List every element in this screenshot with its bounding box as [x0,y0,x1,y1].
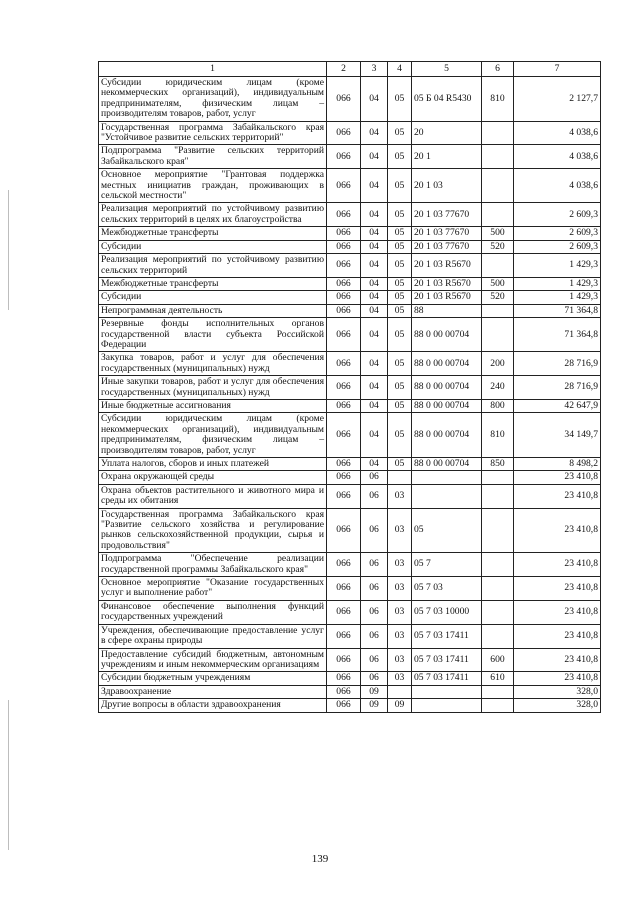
subsection-code-cell: 05 [388,240,412,253]
amount-cell: 23 410,8 [514,600,601,624]
amount-cell: 23 410,8 [514,471,601,484]
ministry-code-cell: 066 [327,304,361,317]
column-header: 2 [327,62,361,77]
table-row [99,318,601,352]
ministry-code-cell: 066 [327,240,361,253]
subsection-code-cell: 05 [388,77,412,122]
ministry-code-cell: 066 [327,484,361,508]
expense-type-cell [482,471,514,484]
table-row [99,600,601,624]
expense-type-cell [482,254,514,278]
ministry-code-cell: 066 [327,77,361,122]
target-article-cell: 20 1 03 77670 [412,240,482,253]
target-article-cell: 20 1 03 77670 [412,203,482,227]
expense-type-cell [482,577,514,601]
subsection-code-cell: 05 [388,145,412,169]
column-header: 1 [99,62,327,77]
row-name-cell: Учреждения, обеспечивающие предоставление услуг в сфере охраны природы [99,624,327,648]
expense-type-cell [482,121,514,145]
column-header: 7 [514,62,601,77]
section-code-cell: 06 [361,484,388,508]
table-row [99,145,601,169]
amount-cell: 1 429,3 [514,277,601,290]
expense-type-cell [482,145,514,169]
table-row [99,227,601,240]
expense-type-cell: 500 [482,277,514,290]
row-name-cell: Государственная программа Забайкальского края "Развитие сельского хозяйства и регулирование рынков сельскохозяйственной продукции, сырья и продовольствия" [99,508,327,553]
table-row [99,277,601,290]
ministry-code-cell: 066 [327,508,361,553]
amount-cell: 2 127,7 [514,77,601,122]
expense-type-cell [482,484,514,508]
table-row [99,203,601,227]
expense-type-cell: 600 [482,648,514,672]
table-row [99,291,601,304]
section-code-cell: 06 [361,600,388,624]
budget-table [98,61,601,713]
amount-cell: 2 609,3 [514,240,601,253]
section-code-cell: 04 [361,291,388,304]
ministry-code-cell: 066 [327,648,361,672]
amount-cell: 34 149,7 [514,413,601,458]
amount-cell: 8 498,2 [514,458,601,471]
table-row [99,699,601,712]
expense-type-cell [482,600,514,624]
section-code-cell: 04 [361,145,388,169]
amount-cell: 4 038,6 [514,121,601,145]
table-row [99,553,601,577]
row-name-cell: Субсидии юридическим лицам (кроме некоммерческих организаций), индивидуальным предпринимателям, физическим лицам – производителям товаров, работ, услуг [99,77,327,122]
expense-type-cell [482,553,514,577]
subsection-code-cell: 09 [388,699,412,712]
target-article-cell: 05 Б 04 R5430 [412,77,482,122]
row-name-cell: Подпрограмма "Обеспечение реализации государственной программы Забайкальского края" [99,553,327,577]
subsection-code-cell: 05 [388,399,412,412]
ministry-code-cell: 066 [327,685,361,698]
subsection-code-cell: 05 [388,203,412,227]
section-code-cell: 04 [361,77,388,122]
target-article-cell: 05 7 [412,553,482,577]
subsection-code-cell: 03 [388,484,412,508]
table-row [99,376,601,400]
ministry-code-cell: 066 [327,203,361,227]
table-row [99,352,601,376]
target-article-cell [412,685,482,698]
subsection-code-cell: 05 [388,413,412,458]
expense-type-cell: 800 [482,399,514,412]
section-code-cell: 04 [361,169,388,203]
section-code-cell: 04 [361,458,388,471]
row-name-cell: Реализация мероприятий по устойчивому развитию сельских территорий [99,254,327,278]
expense-type-cell [482,508,514,553]
table-row [99,577,601,601]
row-name-cell: Государственная программа Забайкальского края "Устойчивое развитие сельских территорий" [99,121,327,145]
section-code-cell: 04 [361,352,388,376]
table-row [99,484,601,508]
section-code-cell: 04 [361,318,388,352]
section-code-cell: 06 [361,672,388,685]
expense-type-cell: 520 [482,240,514,253]
ministry-code-cell: 066 [327,145,361,169]
scan-edge-mark [8,700,9,850]
amount-cell: 23 410,8 [514,624,601,648]
table-row [99,508,601,553]
row-name-cell: Иные закупки товаров, работ и услуг для обеспечения государственных (муниципальных) нужд [99,376,327,400]
section-code-cell: 04 [361,277,388,290]
row-name-cell: Здравоохранение [99,685,327,698]
subsection-code-cell: 05 [388,169,412,203]
table-row [99,254,601,278]
ministry-code-cell: 066 [327,169,361,203]
table-row [99,624,601,648]
expense-type-cell: 500 [482,227,514,240]
subsection-code-cell: 03 [388,553,412,577]
amount-cell: 28 716,9 [514,352,601,376]
amount-cell: 2 609,3 [514,227,601,240]
column-header: 3 [361,62,388,77]
expense-type-cell: 520 [482,291,514,304]
row-name-cell: Непрограммная деятельность [99,304,327,317]
row-name-cell: Предоставление субсидий бюджетным, автономным учреждениям и иным некоммерческим организациям [99,648,327,672]
target-article-cell: 20 1 03 R5670 [412,277,482,290]
subsection-code-cell: 03 [388,577,412,601]
row-name-cell: Субсидии бюджетным учреждениям [99,672,327,685]
section-code-cell: 09 [361,699,388,712]
section-code-cell: 04 [361,254,388,278]
amount-cell: 23 410,8 [514,484,601,508]
ministry-code-cell: 066 [327,624,361,648]
expense-type-cell [482,699,514,712]
row-name-cell: Межбюджетные трансферты [99,277,327,290]
target-article-cell [412,484,482,508]
ministry-code-cell: 066 [327,291,361,304]
row-name-cell: Межбюджетные трансферты [99,227,327,240]
target-article-cell: 88 0 00 00704 [412,413,482,458]
row-name-cell: Охрана окружающей среды [99,471,327,484]
expense-type-cell: 240 [482,376,514,400]
table-row [99,685,601,698]
ministry-code-cell: 066 [327,458,361,471]
subsection-code-cell: 05 [388,291,412,304]
ministry-code-cell: 066 [327,672,361,685]
table-row [99,458,601,471]
table-row [99,304,601,317]
subsection-code-cell: 05 [388,376,412,400]
target-article-cell: 88 0 00 00704 [412,399,482,412]
subsection-code-cell: 05 [388,254,412,278]
amount-cell: 28 716,9 [514,376,601,400]
ministry-code-cell: 066 [327,318,361,352]
ministry-code-cell: 066 [327,399,361,412]
scan-edge-mark [8,190,9,310]
table-row [99,399,601,412]
target-article-cell: 05 7 03 17411 [412,672,482,685]
section-code-cell: 04 [361,413,388,458]
target-article-cell: 05 7 03 17411 [412,624,482,648]
subsection-code-cell: 05 [388,352,412,376]
section-code-cell: 06 [361,624,388,648]
section-code-cell: 04 [361,304,388,317]
ministry-code-cell: 066 [327,352,361,376]
section-code-cell: 04 [361,376,388,400]
table-row [99,471,601,484]
subsection-code-cell: 03 [388,648,412,672]
amount-cell: 1 429,3 [514,254,601,278]
row-name-cell: Иные бюджетные ассигнования [99,399,327,412]
target-article-cell: 88 0 00 00704 [412,376,482,400]
subsection-code-cell: 03 [388,624,412,648]
expense-type-cell [482,318,514,352]
row-name-cell: Субсидии [99,291,327,304]
section-code-cell: 06 [361,577,388,601]
amount-cell: 2 609,3 [514,203,601,227]
ministry-code-cell: 066 [327,471,361,484]
amount-cell: 23 410,8 [514,648,601,672]
row-name-cell: Уплата налогов, сборов и иных платежей [99,458,327,471]
amount-cell: 328,0 [514,699,601,712]
section-code-cell: 04 [361,121,388,145]
section-code-cell: 06 [361,553,388,577]
ministry-code-cell: 066 [327,699,361,712]
target-article-cell: 20 1 [412,145,482,169]
amount-cell: 328,0 [514,685,601,698]
ministry-code-cell: 066 [327,227,361,240]
subsection-code-cell: 05 [388,277,412,290]
subsection-code-cell [388,471,412,484]
target-article-cell: 88 0 00 00704 [412,318,482,352]
section-code-cell: 09 [361,685,388,698]
target-article-cell: 20 1 03 R5670 [412,254,482,278]
expense-type-cell [482,169,514,203]
amount-cell: 23 410,8 [514,577,601,601]
target-article-cell: 05 7 03 [412,577,482,601]
target-article-cell: 88 0 00 00704 [412,352,482,376]
row-name-cell: Субсидии юридическим лицам (кроме некоммерческих организаций), индивидуальным предпринимателям, физическим лицам – производителям товаров, работ, услуг [99,413,327,458]
expense-type-cell [482,304,514,317]
column-header: 4 [388,62,412,77]
amount-cell: 4 038,6 [514,145,601,169]
ministry-code-cell: 066 [327,553,361,577]
section-code-cell: 04 [361,399,388,412]
target-article-cell [412,699,482,712]
target-article-cell: 88 [412,304,482,317]
expense-type-cell: 200 [482,352,514,376]
target-article-cell: 05 7 03 17411 [412,648,482,672]
section-code-cell: 06 [361,508,388,553]
target-article-cell: 05 [412,508,482,553]
row-name-cell: Финансовое обеспечение выполнения функций государственных учреждений [99,600,327,624]
target-article-cell: 88 0 00 00704 [412,458,482,471]
target-article-cell: 20 [412,121,482,145]
row-name-cell: Основное мероприятие "Грантовая поддержка местных инициатив граждан, проживающих в сельской местности" [99,169,327,203]
subsection-code-cell: 03 [388,672,412,685]
target-article-cell: 20 1 03 R5670 [412,291,482,304]
section-code-cell: 06 [361,471,388,484]
page-number: 139 [311,853,329,865]
amount-cell: 71 364,8 [514,318,601,352]
expense-type-cell: 810 [482,413,514,458]
amount-cell: 23 410,8 [514,553,601,577]
ministry-code-cell: 066 [327,121,361,145]
subsection-code-cell: 05 [388,304,412,317]
expense-type-cell: 850 [482,458,514,471]
ministry-code-cell: 066 [327,413,361,458]
ministry-code-cell: 066 [327,254,361,278]
section-code-cell: 04 [361,227,388,240]
table-row [99,413,601,458]
header-row [99,62,601,77]
row-name-cell: Резервные фонды исполнительных органов государственной власти субъекта Российской Федерации [99,318,327,352]
subsection-code-cell: 03 [388,508,412,553]
subsection-code-cell: 05 [388,458,412,471]
table-body [99,77,601,713]
section-code-cell: 04 [361,203,388,227]
amount-cell: 23 410,8 [514,508,601,553]
expense-type-cell [482,685,514,698]
subsection-code-cell: 05 [388,121,412,145]
target-article-cell [412,471,482,484]
target-article-cell: 20 1 03 77670 [412,227,482,240]
table-row [99,77,601,122]
amount-cell: 71 364,8 [514,304,601,317]
expense-type-cell: 610 [482,672,514,685]
expense-type-cell: 810 [482,77,514,122]
amount-cell: 4 038,6 [514,169,601,203]
expense-type-cell [482,203,514,227]
ministry-code-cell: 066 [327,277,361,290]
section-code-cell: 06 [361,648,388,672]
section-code-cell: 04 [361,240,388,253]
expense-type-cell [482,624,514,648]
row-name-cell: Основное мероприятие "Оказание государственных услуг и выполнение работ" [99,577,327,601]
subsection-code-cell: 05 [388,318,412,352]
row-name-cell: Субсидии [99,240,327,253]
target-article-cell: 05 7 03 10000 [412,600,482,624]
column-header: 6 [482,62,514,77]
row-name-cell: Реализация мероприятий по устойчивому развитию сельских территорий в целях их благоустройства [99,203,327,227]
table-row [99,169,601,203]
table-row [99,121,601,145]
row-name-cell: Охрана объектов растительного и животного мира и среды их обитания [99,484,327,508]
amount-cell: 42 647,9 [514,399,601,412]
amount-cell: 23 410,8 [514,672,601,685]
row-name-cell: Другие вопросы в области здравоохранения [99,699,327,712]
ministry-code-cell: 066 [327,600,361,624]
table-row [99,648,601,672]
subsection-code-cell: 05 [388,227,412,240]
ministry-code-cell: 066 [327,376,361,400]
ministry-code-cell: 066 [327,577,361,601]
subsection-code-cell: 03 [388,600,412,624]
target-article-cell: 20 1 03 [412,169,482,203]
table-row [99,672,601,685]
row-name-cell: Закупка товаров, работ и услуг для обеспечения государственных (муниципальных) нужд [99,352,327,376]
subsection-code-cell [388,685,412,698]
row-name-cell: Подпрограмма "Развитие сельских территорий Забайкальского края" [99,145,327,169]
column-header: 5 [412,62,482,77]
amount-cell: 1 429,3 [514,291,601,304]
table-row [99,240,601,253]
